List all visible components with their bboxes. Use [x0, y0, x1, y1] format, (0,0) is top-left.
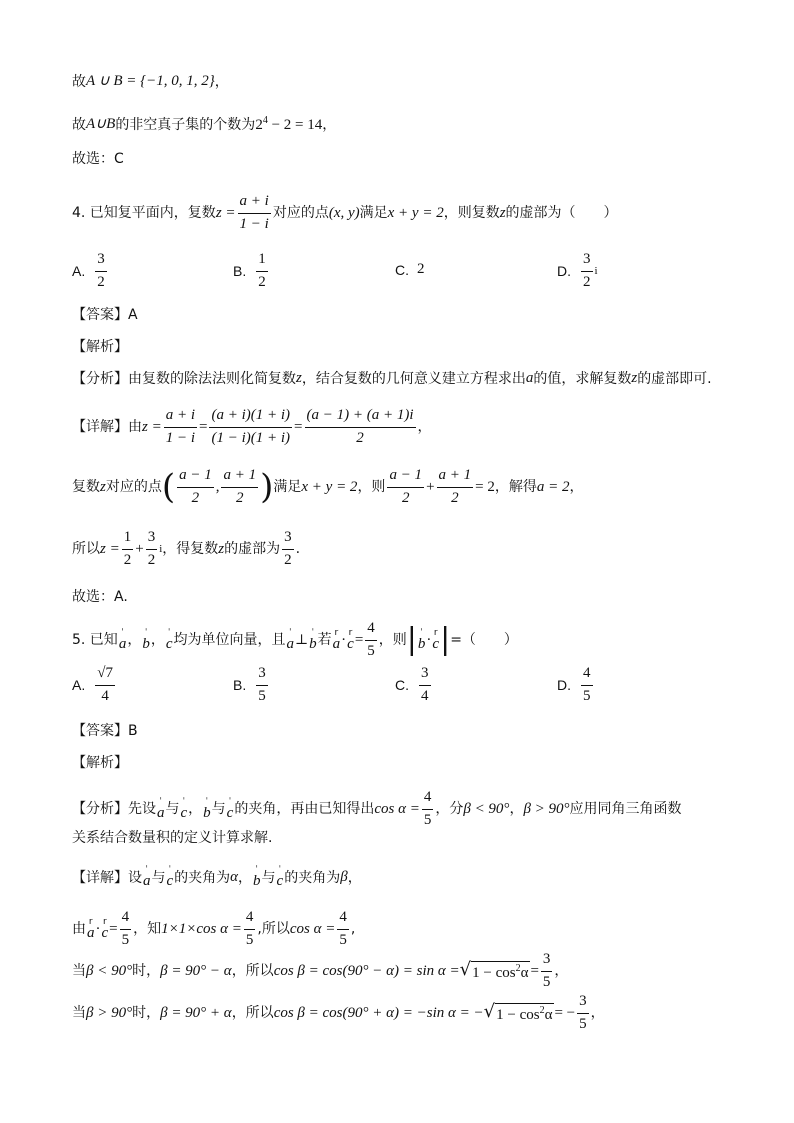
text: ，解得 — [494, 479, 537, 496]
text: 故 — [72, 116, 86, 133]
fraction: $\frac{a + 1}{2}$ — [438, 467, 472, 506]
text: ， — [238, 869, 253, 886]
text: 设 — [128, 869, 142, 886]
text: 对应的点 — [272, 205, 329, 222]
option-label: B. — [233, 677, 247, 694]
option-a[interactable] — [72, 252, 109, 291]
detail-line-1 — [72, 408, 754, 447]
math: z = — [142, 418, 162, 435]
text: 的虚部即可. — [637, 370, 712, 387]
math: ⊥ — [294, 632, 309, 649]
option-d[interactable] — [557, 666, 595, 705]
vector-a: ˈ a — [143, 865, 151, 889]
option-label: A. — [72, 263, 86, 280]
question-number: 5. 已知 — [72, 632, 118, 649]
math: β = 90° − α — [160, 962, 232, 979]
fraction: $\frac{4}{5}$ — [367, 620, 375, 659]
text: 若 — [317, 632, 332, 649]
right-paren: ) — [260, 467, 274, 508]
text: 由复数的除法法则化简复数 — [128, 370, 296, 387]
text: ，分 — [435, 801, 464, 818]
text: ，知 — [133, 921, 162, 938]
analysis-heading — [72, 340, 754, 354]
math: z — [499, 204, 506, 221]
math: β < 90° — [463, 800, 510, 817]
vector-b: ˈ b — [417, 627, 426, 652]
math: z — [631, 370, 638, 386]
text: 的虚部为（ ） — [505, 205, 618, 222]
math: a = 2 — [536, 478, 570, 495]
detail-line-2 — [72, 910, 754, 949]
text: ， — [214, 73, 229, 90]
fraction: $\frac{a + i}{1 - i}$ — [239, 193, 269, 232]
text: ， — [322, 116, 337, 133]
fraction: $\frac{3}{5}$ — [579, 993, 587, 1032]
math: = — [530, 962, 539, 979]
fraction: $\frac{1}{2}$ — [258, 251, 266, 290]
text: ，得复数 — [162, 541, 219, 558]
text: 由 — [72, 921, 86, 938]
answer-choice: 故选：A. — [72, 589, 128, 605]
square-root: √ $1 - \cos^2\alpha$ — [459, 959, 529, 981]
text: ， — [347, 869, 362, 886]
text: ,所以 — [257, 921, 290, 938]
analysis-label: 【解析】 — [72, 755, 128, 771]
fraction: $\frac{3}{2}$ — [583, 251, 591, 290]
analysis-heading — [72, 756, 754, 770]
analysis-summary-cont — [72, 831, 754, 845]
line-subset-count — [72, 116, 754, 133]
answer-row — [72, 724, 754, 738]
math: cos α = — [374, 800, 420, 817]
math: · — [341, 631, 347, 648]
math: 1×1×cos α = — [161, 920, 242, 937]
text: ， — [569, 479, 584, 496]
math: a — [525, 370, 534, 386]
fraction: $\frac{4}{5}$ — [423, 789, 432, 828]
vector-c: r c — [347, 627, 354, 652]
text: ，所以 — [231, 1005, 274, 1022]
analysis-summary — [72, 371, 754, 386]
union-expression: A ∪ B = {−1, 0, 1, 2} — [86, 73, 215, 89]
vector-a: ˈ a — [286, 627, 294, 652]
vector-c: ˈ c — [180, 796, 188, 821]
math: = — [109, 920, 118, 937]
answer-label: 【答案】 — [72, 723, 128, 739]
math: · — [95, 920, 101, 937]
math: β > 90° — [523, 800, 570, 817]
option-label: B. — [233, 263, 247, 280]
text: ， — [188, 801, 203, 818]
imaginary-unit: i — [159, 542, 163, 555]
analysis-label: 【解析】 — [72, 339, 128, 355]
text: ， — [554, 963, 569, 980]
question-5-stem — [72, 621, 754, 660]
vector-c: ˈ c — [166, 865, 174, 889]
text: 由 — [128, 419, 142, 436]
vector-a: ˈ a — [118, 627, 127, 652]
answer-row — [72, 308, 754, 322]
summary-label: 【分析】 — [72, 801, 128, 818]
text: ， — [590, 1005, 605, 1022]
fraction: $\frac{1}{2}$ — [123, 529, 132, 568]
line-union-result — [72, 74, 754, 89]
fraction: $\frac{a - 1}{2}$ — [389, 467, 423, 506]
text: 关系结合数量积的定义计算求解. — [72, 830, 273, 846]
math: β = 90° + α — [160, 1004, 232, 1021]
text: 的值，求解复数 — [533, 370, 632, 387]
math: = — [294, 418, 303, 435]
text: 与 — [165, 801, 180, 818]
text: 均为单位向量，且 — [173, 632, 286, 649]
option-label: C. — [395, 677, 409, 694]
option-d[interactable] — [557, 252, 598, 291]
text: ，则复数 — [443, 205, 500, 222]
text: ，结合复数的几何意义建立方程求出 — [301, 370, 526, 387]
math: · — [426, 631, 432, 648]
fraction: $\frac{3}{5}$ — [542, 951, 551, 990]
question-number: 4. 已知复平面内，复数 — [72, 205, 216, 222]
math: α — [230, 869, 239, 885]
text: ， — [150, 632, 165, 649]
answer-value: B — [128, 723, 138, 739]
math: β < 90° — [86, 962, 133, 979]
q4-choice — [72, 590, 754, 604]
answer-value: A — [128, 307, 138, 323]
imaginary-unit: i — [594, 265, 598, 278]
text: 故 — [72, 73, 86, 90]
text: 的夹角为 — [174, 869, 231, 886]
fraction: $\frac{4}{5}$ — [339, 909, 347, 948]
vector-a: r a — [87, 916, 95, 941]
math: z = — [215, 204, 236, 221]
option-b[interactable] — [233, 252, 270, 291]
fraction: $\frac{4}{5}$ — [245, 909, 254, 948]
option-value: 2 — [417, 261, 425, 277]
vector-c: ˈ c — [226, 796, 234, 821]
text: ， — [509, 801, 524, 818]
math: cos β = cos(90° + α) = −sin α = − — [273, 1004, 484, 1021]
vector-b: ˈ b — [309, 627, 317, 652]
math: z — [296, 370, 302, 386]
math: , — [215, 478, 220, 495]
abs-bar: | — [406, 622, 417, 658]
fraction: $\frac{a + 1}{2}$ — [223, 467, 257, 506]
text: ， — [417, 419, 432, 436]
text: 应用同角三角函数 — [569, 801, 682, 818]
detail-line-4 — [72, 994, 754, 1033]
fraction: $\frac{a - 1}{2}$ — [179, 467, 212, 506]
text: 当 — [72, 1005, 86, 1022]
math: + — [135, 540, 144, 557]
vector-b: ˈ b — [142, 627, 150, 652]
math: z — [218, 540, 225, 557]
question-4-stem — [72, 194, 754, 233]
option-label: D. — [557, 263, 571, 280]
math: x + y = 2 — [301, 478, 358, 495]
line-choice-c — [72, 152, 754, 166]
vector-a: ˈ a — [157, 796, 165, 821]
fraction: $\frac{(a - 1) + (a + 1)i}{2}$ — [306, 407, 414, 446]
text: . — [295, 541, 301, 558]
text: ，则 — [357, 479, 386, 496]
detail-line-1 — [72, 866, 754, 889]
text: 先设 — [128, 801, 156, 818]
vector-c: ˈ c — [165, 627, 173, 652]
math: cos β = cos(90° − α) = sin α = — [273, 962, 460, 979]
option-label: A. — [72, 677, 86, 694]
fraction: $\frac{a + i}{1 - i}$ — [165, 407, 196, 446]
math: z — [100, 478, 106, 495]
fraction: $\frac{3}{2}$ — [97, 251, 105, 290]
fraction: $\frac{4}{5}$ — [583, 665, 591, 704]
text: 的虚部为 — [224, 541, 281, 558]
analysis-summary — [72, 790, 754, 829]
fraction: $\frac{√7}{4}$ — [97, 665, 113, 704]
math: = 2 — [475, 478, 495, 495]
text: ， — [127, 632, 142, 649]
text: 与 — [211, 801, 226, 818]
text: ，所以 — [231, 963, 274, 980]
fraction: $\frac{4}{5}$ — [121, 909, 130, 948]
fraction: $\frac{3}{2}$ — [147, 529, 156, 568]
answer-choice: 故选：C — [72, 151, 124, 167]
math: cos α = — [289, 920, 336, 937]
option-a[interactable] — [72, 666, 117, 705]
text: 满足 — [273, 479, 302, 496]
vector-a: r a — [332, 627, 341, 652]
text: 所以 — [72, 541, 100, 558]
union-symbol-expr: A∪B — [86, 116, 116, 132]
text: 时， — [132, 963, 161, 980]
abs-bar: | — [440, 622, 451, 658]
summary-label: 【分析】 — [72, 370, 128, 387]
square-root: √ $1 - \cos^2\alpha$ — [483, 1001, 553, 1023]
fraction: $\frac{3}{5}$ — [258, 665, 266, 704]
vector-c: r c — [101, 916, 109, 941]
option-b[interactable] — [233, 666, 270, 705]
math: = − — [554, 1004, 576, 1021]
text: 当 — [72, 963, 86, 980]
option-c[interactable] — [395, 261, 425, 278]
text: 时， — [132, 1005, 161, 1022]
fraction: $\frac{(a + i)(1 + i)}{(1 - i)(1 + i)}$ — [211, 407, 291, 446]
detail-label: 【详解】 — [72, 419, 128, 436]
option-label: C. — [395, 261, 409, 278]
detail-line-2 — [72, 468, 754, 507]
left-paren: ( — [161, 467, 176, 508]
text: 的非空真子集的个数为 — [115, 116, 256, 133]
math: x + y = 2 — [387, 204, 444, 221]
detail-line-3 — [72, 952, 754, 991]
text: 与 — [261, 869, 276, 886]
text: ，则 — [378, 632, 407, 649]
math: z = — [100, 540, 120, 557]
math: β > 90° — [86, 1004, 133, 1021]
text: 的夹角为 — [284, 869, 341, 886]
count-expression: $2^4 - 2 = 14$ — [255, 115, 323, 133]
answer-label: 【答案】 — [72, 307, 128, 323]
text: 满足 — [359, 205, 388, 222]
text: =（ ） — [450, 632, 518, 649]
vector-c: ˈ c — [276, 865, 284, 889]
text: 对应的点 — [105, 479, 162, 496]
vector-b: ˈ b — [253, 865, 261, 889]
vector-c: r c — [432, 627, 440, 652]
math: = — [199, 418, 208, 435]
detail-line-3 — [72, 530, 754, 569]
fraction: $\frac{3}{4}$ — [421, 665, 429, 704]
vector-b: ˈ b — [203, 796, 211, 821]
option-label: D. — [557, 677, 571, 694]
math: = — [354, 631, 364, 648]
text: 的夹角，再由已知得出 — [234, 801, 375, 818]
math: β — [340, 869, 348, 885]
option-c[interactable] — [395, 666, 433, 705]
math: + — [426, 478, 435, 495]
fraction: $\frac{3}{2}$ — [284, 529, 292, 568]
text: 复数 — [72, 479, 100, 496]
detail-label: 【详解】 — [72, 869, 128, 886]
text: , — [350, 921, 356, 938]
math: (x, y) — [328, 204, 360, 221]
text: 与 — [151, 869, 166, 886]
